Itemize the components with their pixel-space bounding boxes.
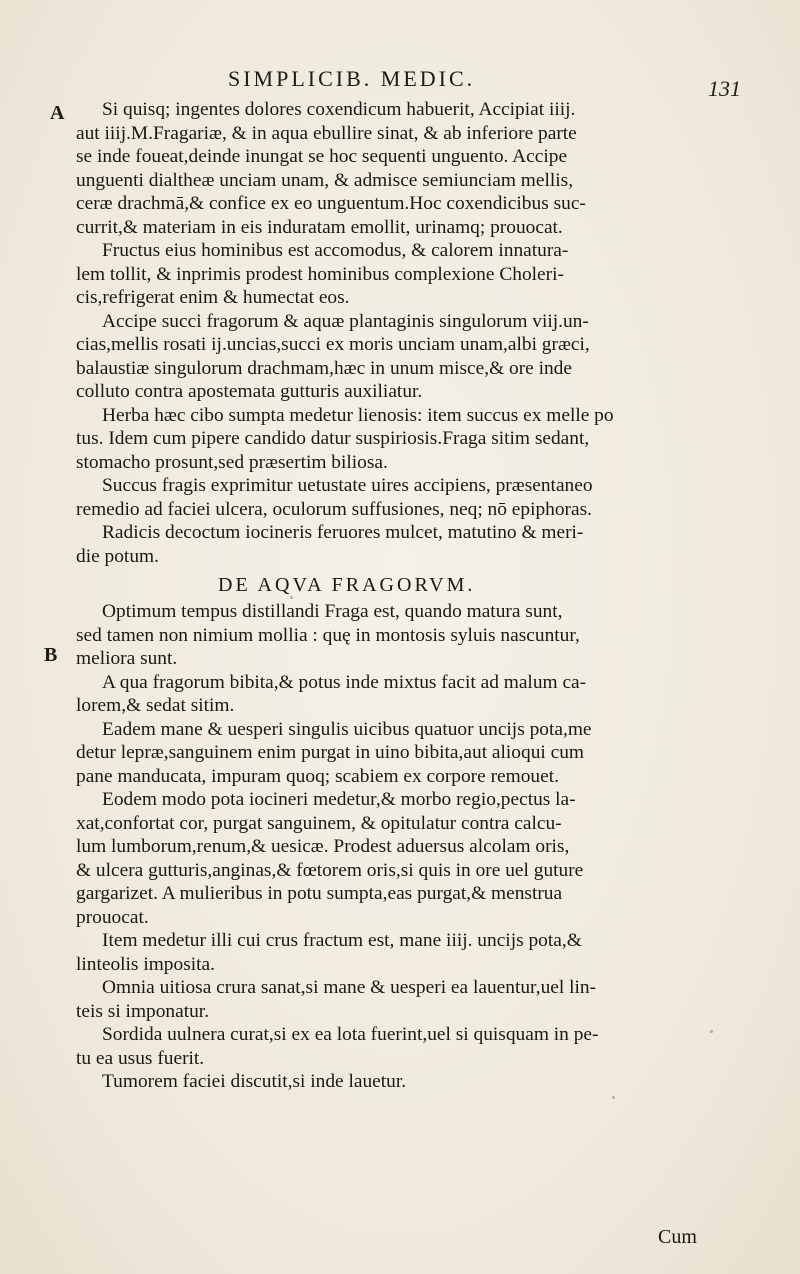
text-line: stomacho prosunt,sed præsertim biliosa.	[76, 451, 388, 473]
body-text	[76, 98, 726, 1094]
text-line: Omnia uitiosa crura sanat,si mane & uesperi ea lauentur,uel lin-	[102, 977, 597, 998]
paragraph	[76, 1070, 726, 1094]
section-heading: DE AQVA FRAGORVM.	[218, 574, 476, 596]
catchword: Cum	[658, 1226, 697, 1248]
text-line: pane manducata, impuram quoq; scabiem ex corpore remouet.	[76, 765, 559, 787]
text-line: linteolis imposita.	[76, 953, 215, 975]
paragraph	[76, 521, 726, 568]
text-line: gargarizet. A mulieribus in potu sumpta,eas purgat,& menstrua	[76, 883, 563, 904]
paper-speck	[612, 1096, 615, 1099]
page-number: 131	[708, 76, 741, 101]
text-line: xat,confortat cor, purgat sanguinem, & opitulatur contra calcu-	[76, 812, 562, 834]
text-line: Si quisq; ingentes dolores coxendicum habuerit, Accipiat iiij.	[102, 99, 576, 120]
text-line: currit,& materiam in eis induratam emollit, urinamq; prouocat.	[76, 216, 563, 238]
paper-speck	[710, 1030, 713, 1033]
paragraph	[76, 671, 726, 718]
paragraph	[76, 239, 726, 310]
text-line: Sordida uulnera curat,si ex ea lota fuerint,uel si quisquam in pe-	[102, 1024, 599, 1045]
text-line: Accipe succi fragorum & aquæ plantaginis singulorum viij.un-	[102, 310, 589, 332]
paragraph	[76, 310, 726, 404]
text-line: lum lumborum,renum,& uesicæ. Prodest aduersus alcolam oris,	[76, 836, 570, 857]
paragraph	[76, 929, 726, 976]
text-line: tus. Idem cum pipere candido datur suspiriosis.Fraga sitim sedant,	[76, 428, 590, 449]
paragraph	[76, 976, 726, 1023]
paragraph	[76, 474, 726, 521]
text-line: A qua fragorum bibita,& potus inde mixtus facit ad malum ca-	[102, 671, 587, 693]
text-line: meliora sunt.	[76, 648, 178, 669]
text-line: prouocat.	[76, 906, 149, 928]
text-line: & ulcera gutturis,anginas,& fœtorem oris,si quis in ore uel guture	[76, 859, 584, 881]
text-line: Radicis decoctum iocineris feruores mulcet, matutino & meri-	[102, 522, 584, 543]
text-line: tu ea usus fuerit.	[76, 1047, 205, 1069]
text-line: cias,mellis rosati ij.uncias,succi ex moris unciam unam,albi græci,	[76, 334, 590, 355]
text-line: Fructus eius hominibus est accomodus, & calorem innatura-	[102, 240, 569, 261]
paragraph	[76, 600, 726, 671]
paragraph	[76, 1023, 726, 1070]
text-line: Optimum tempus distillandi Fraga est, quando matura sunt,	[102, 601, 563, 622]
text-line: Eodem modo pota iocineri medetur,& morbo regio,pectus la-	[102, 789, 576, 810]
text-line: remedio ad faciei ulcera, oculorum suffusiones, neq; nō epiphoras.	[76, 498, 593, 520]
running-title: SIMPLICIB. MEDIC.	[228, 66, 476, 91]
page-header	[0, 62, 800, 102]
text-line: aut iiij.M.Fragariæ, & in aqua ebullire sinat, & ab inferiore parte	[76, 122, 577, 144]
text-line: se inde foueat,deinde inungat se hoc sequenti unguento. Accipe	[76, 146, 568, 167]
margin-marker-b: B	[44, 644, 58, 666]
text-line: lem tollit, & inprimis prodest hominibus complexione Choleri-	[76, 263, 564, 285]
text-line: cis,refrigerat enim & humectat eos.	[76, 287, 350, 308]
text-line: colluto contra apostemata gutturis auxiliatur.	[76, 381, 423, 402]
text-line: lorem,& sedat sitim.	[76, 695, 235, 716]
text-line: Eadem mane & uesperi singulis uicibus quatuor uncijs pota,me	[102, 718, 592, 740]
paragraph	[76, 788, 726, 929]
text-line: Succus fragis exprimitur uetustate uires accipiens, præsentaneo	[102, 475, 593, 496]
text-line: ceræ drachmā,& confice ex eo unguentum.Hoc coxendicibus suc-	[76, 193, 586, 214]
paragraph	[76, 98, 726, 239]
paper-speck	[290, 596, 293, 599]
text-line: teis si imponatur.	[76, 1000, 210, 1022]
paragraph	[76, 718, 726, 789]
paragraph	[76, 404, 726, 475]
text-line: Item medetur illi cui crus fractum est, mane iiij. uncijs pota,&	[102, 930, 582, 951]
text-line: unguenti dialtheæ unciam unam, & admisce semiunciam mellis,	[76, 169, 574, 191]
text-line: Tumorem faciei discutit,si inde lauetur.	[102, 1071, 407, 1092]
text-line: Herba hæc cibo sumpta medetur lienosis: item succus ex melle po	[102, 404, 614, 426]
text-line: detur lepræ,sanguinem enim purgat in uino bibita,aut alioqui cum	[76, 742, 585, 763]
text-line: balaustiæ singulorum drachmam,hæc in unum misce,& ore inde	[76, 357, 572, 379]
margin-marker-a: A	[50, 102, 65, 124]
text-line: die potum.	[76, 545, 159, 567]
text-line: sed tamen non nimium mollia : quę in montosis syluis nascuntur,	[76, 624, 580, 646]
